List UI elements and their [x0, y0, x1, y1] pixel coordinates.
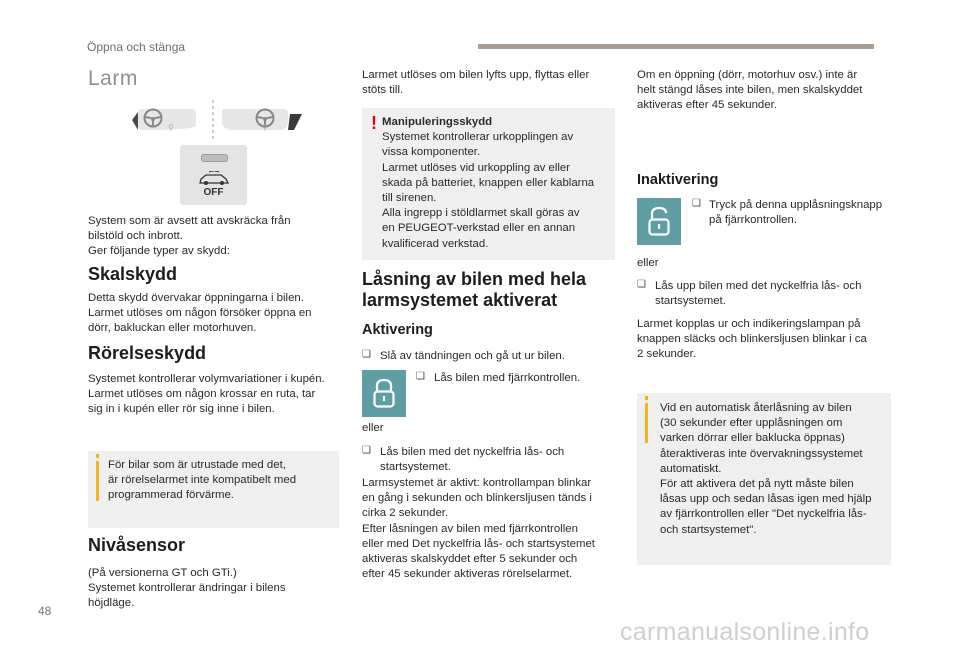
heading-lasning: Låsning av bilen med hela larmsystemet aktiverat [362, 269, 587, 310]
aktivering-step-1: ❑ Slå av tändningen och gå ut ur bilen. [362, 349, 565, 362]
alarm-intro: System som är avsett att avskräcka från bilstöld och inbrott. Ger följande typer av skydd: [88, 215, 291, 258]
skalskydd-text: Detta skydd övervakar öppningarna i bilen. Larmet utlöses om någon försöker öppna en dörr, bakluckan eller motorhuven. [88, 292, 312, 335]
heading-inaktivering: Inaktivering [637, 172, 719, 188]
padlock-closed-icon [362, 370, 406, 417]
heading-skalskydd: Skalskydd [88, 264, 178, 284]
col3-intro: Om en öppning (dörr, motorhuv osv.) inte är helt stängd låses inte bilen, men skalskyddet aktiveras efter 45 sekunder. [637, 69, 863, 112]
warning-exclamation-icon: ! [371, 113, 377, 133]
heading-rorelseskydd: Rörelseskydd [88, 343, 207, 363]
alarm-off-button-panel [180, 145, 247, 205]
info-icon [96, 461, 99, 501]
info-icon [645, 403, 648, 443]
eller-text: eller [362, 422, 384, 434]
eller-text: eller [637, 257, 659, 269]
inaktivering-step-1: ❑ Tryck på denna upplåsningsknapp på fjärrkontrollen. [692, 198, 883, 227]
heading-aktivering: Aktivering [362, 322, 433, 338]
off-label: OFF [203, 187, 224, 198]
aktivering-step-2: ❑ Lås bilen med fjärrkontrollen. [416, 371, 581, 384]
inaktivering-step-2: ❑ Lås upp bilen med det nyckelfria lås- och startsystemet. [637, 279, 862, 308]
info-box-forvarme: För bilar som är utrustade med det, är rörelselarmet inte kompatibelt med programmerad förvärme. [88, 451, 339, 528]
watermark: carmanualsonline.info [620, 618, 870, 646]
steering-wheel-icon [142, 107, 164, 134]
bullet-icon: ❑ [362, 445, 371, 456]
warning-box-manipuleringsskydd: ! Manipuleringsskydd Systemet kontrollerar urkopplingen av vissa komponenter. Larmet utlöses vid urkoppling av eller skada på batteriet, knappen eller kablarna till sirenen. Alla ingrepp i stöldlarmet skall göras av en PEUGEOT-verkstad eller en annan kvalificerad verkstad. [362, 108, 615, 260]
col2-intro: Larmet utlöses om bilen lyfts upp, flyttas eller stöts till. [362, 69, 590, 97]
bullet-icon: ❑ [692, 198, 701, 209]
page-number: 48 [38, 604, 52, 618]
page-title: Larm [88, 67, 138, 90]
indicator-lamp [201, 154, 228, 162]
inaktivering-description: Larmet kopplas ur och indikeringslampan på knappen släcks och blinkersljusen blinkar i ca 2 sekunder. [637, 318, 867, 361]
bullet-icon: ❑ [416, 371, 425, 382]
header-section-title: Öppna och stänga [87, 40, 186, 54]
aktivering-step-3: ❑ Lås bilen med det nyckelfria lås- och startsystemet. [362, 445, 565, 474]
bullet-icon: ❑ [637, 279, 646, 290]
bullet-icon: ❑ [362, 349, 371, 360]
padlock-open-icon [637, 198, 681, 245]
heading-nivasensor: Nivåsensor [88, 535, 186, 555]
header-rule [478, 44, 874, 49]
info-box-aterlasning: Vid en automatisk återlåsning av bilen (30 sekunder efter upplåsningen om varken dörrar eller baklucka öppnas) återaktiveras inte övervakningssystemet automatiskt. För att aktivera det på nytt måste bilen låsas upp och sedan låsas igen med hjälp av fjärrkontrollen eller "Det nyckelfria lås- och startsystemet". [637, 393, 891, 565]
rorelseskydd-text: Systemet kontrollerar volymvariationer i kupén. Larmet utlöses om någon krossar en ruta, tar sig in i kupén eller rör sig inne i bilen. [88, 373, 325, 416]
key-icon: ⚲ [168, 123, 174, 132]
aktivering-description: Larmsystemet är aktivt: kontrollampan blinkar en gång i sekunden och blinkersljusen tänds i cirka 2 sekunder. Efter låsningen av bilen med fjärrkontrollen eller med Det nyckelfria lås- och startsystemet aktiveras skalskyddet efter 5 sekunder och efter 45 sekunder aktiveras rörelselarmet. [362, 477, 595, 581]
key-icon: ⚲ [262, 123, 268, 132]
nivasensor-text: (På versionerna GT och GTi.) Systemet kontrollerar ändringar i bilens höjdläge. [88, 567, 286, 610]
